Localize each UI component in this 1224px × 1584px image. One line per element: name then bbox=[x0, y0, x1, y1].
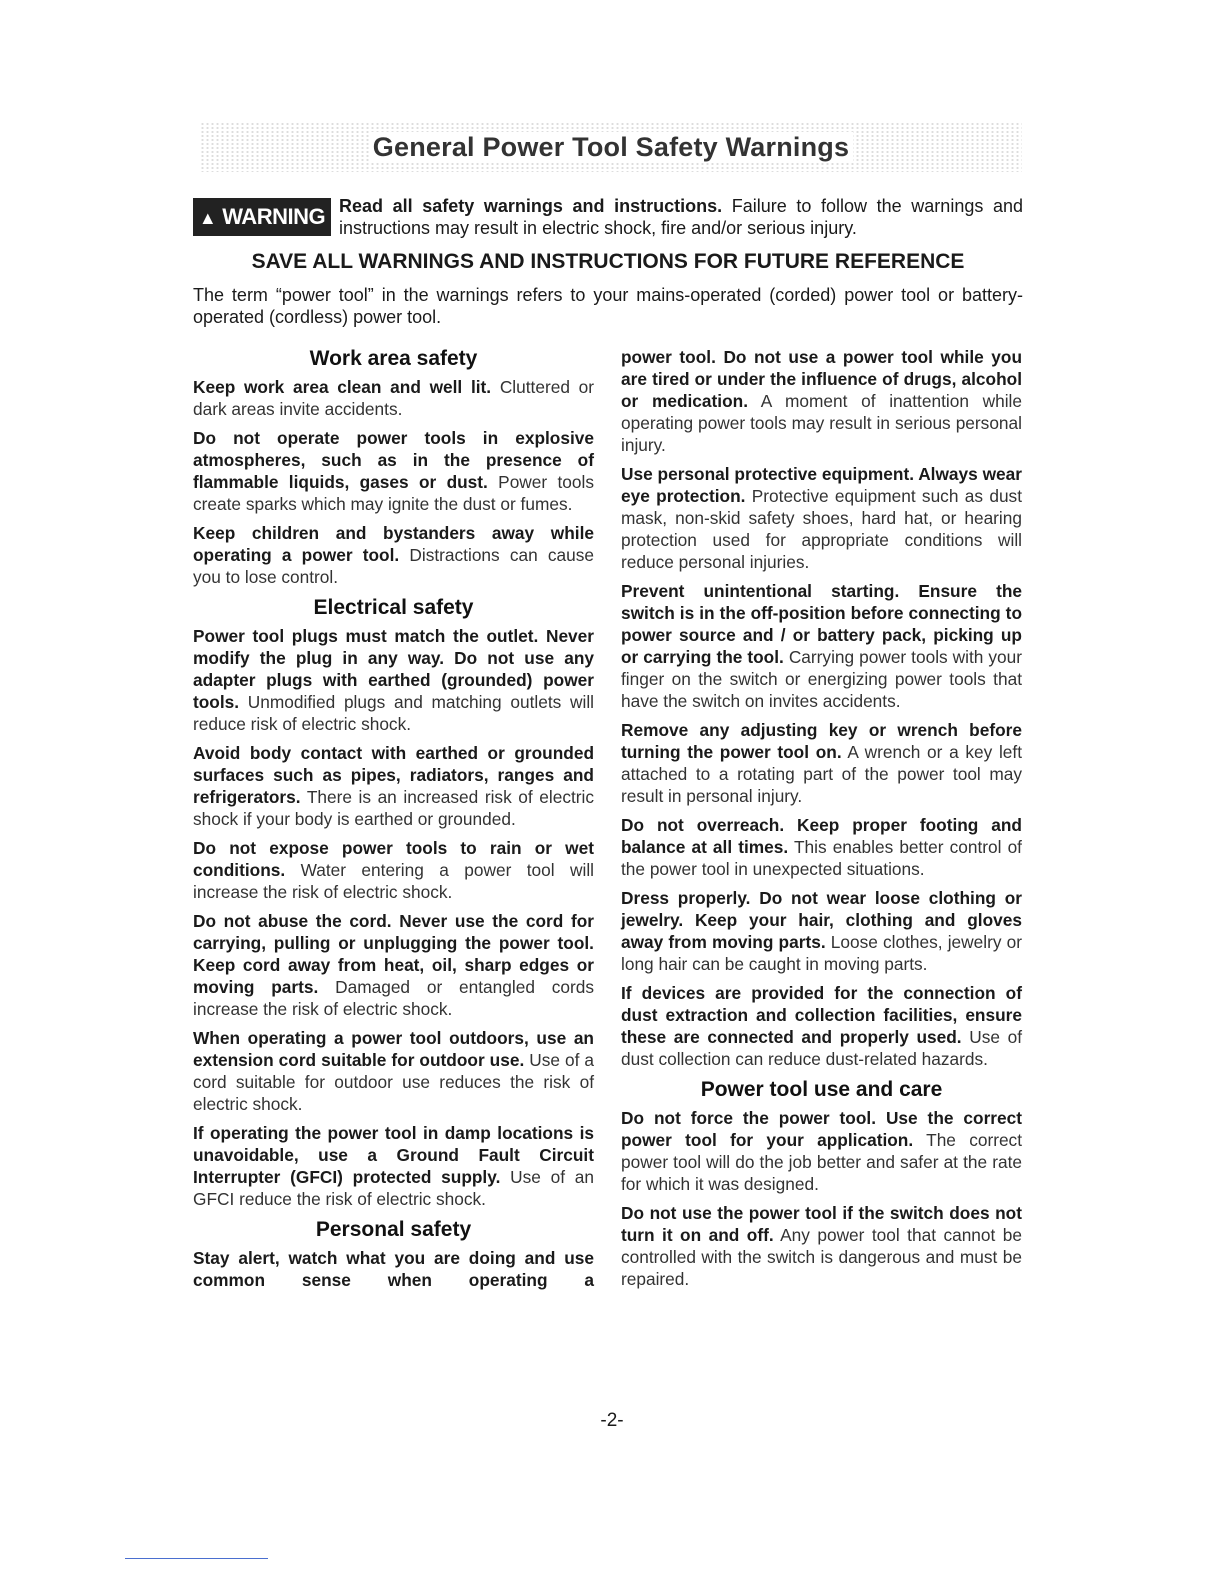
paragraph bbox=[193, 742, 594, 830]
paragraph bbox=[621, 346, 1022, 456]
body-text: Unmodified plugs and matching outlets will reduce risk of electric shock. bbox=[193, 692, 594, 734]
body-text: Any power tool that cannot be controlled with the switch is dangerous and must be repaired. bbox=[621, 1225, 1022, 1289]
paragraph bbox=[193, 837, 594, 903]
body-text: Failure to follow the warnings and instructions may result in electric shock, fire and/or serious injury. bbox=[339, 196, 1023, 238]
body-text: A wrench or a key left attached to a rotating part of the power tool may result in personal injury. bbox=[621, 742, 1022, 806]
body-text: General Power Tool Safety Warnings bbox=[369, 132, 853, 162]
intro-text: The term “power tool” in the warnings refers to your mains-operated (corded) power tool or battery-operated (cordless) power tool. bbox=[193, 285, 1023, 327]
bold-lead-text: power tool. Do not use a power tool while you are tired or under the influence of drugs, alcohol or medication. bbox=[621, 347, 1022, 411]
bold-lead-text: Remove any adjusting key or wrench before turning the power tool on. bbox=[621, 720, 1022, 762]
bold-lead-text: Power tool plugs must match the outlet. Never modify the plug in any way. Do not use any adapter plugs with earthed (grounded) power tools. bbox=[193, 626, 594, 712]
right-column bbox=[621, 346, 1022, 1297]
paragraph bbox=[193, 427, 594, 515]
bold-lead-text: Do not overreach. Keep proper footing and balance at all times. bbox=[621, 815, 1022, 857]
body-text: This enables better control of the power tool in unexpected situations. bbox=[621, 837, 1022, 879]
section-heading-personal: Personal safety bbox=[315, 1218, 472, 1241]
paragraph bbox=[193, 625, 594, 735]
body-text: Power tools create sparks which may ignite the dust or fumes. bbox=[193, 472, 594, 514]
bold-lead-text: Avoid body contact with earthed or grounded surfaces such as pipes, radiators, ranges and refrigerators. bbox=[193, 743, 594, 807]
body-text: Damaged or entangled cords increase the risk of electric shock. bbox=[193, 977, 594, 1019]
bold-lead-text: Keep work area clean and well lit. bbox=[193, 377, 492, 397]
bold-lead-text: Do not use the power tool if the switch does not turn it on and off. bbox=[621, 1203, 1022, 1245]
bold-lead-text: Dress properly. Do not wear loose clothing or jewelry. Keep your hair, clothing and gloves away from moving parts. bbox=[621, 888, 1022, 952]
paragraph bbox=[193, 1027, 594, 1115]
warning-block bbox=[193, 195, 1023, 239]
paragraph bbox=[621, 1202, 1022, 1290]
bold-lead-text: Do not force the power tool. Use the correct power tool for your application. bbox=[621, 1108, 1022, 1150]
title-banner bbox=[200, 122, 1022, 172]
body-text: Loose clothes, jewelry or long hair can be caught in moving parts. bbox=[621, 932, 1022, 974]
bold-lead-text: Stay alert, watch what you are doing and use common sense when operating a bbox=[193, 1248, 594, 1290]
body-text: WARNING bbox=[222, 204, 326, 229]
bold-lead-text: Do not expose power tools to rain or wet conditions. bbox=[193, 838, 594, 880]
paragraph bbox=[621, 463, 1022, 573]
paragraph bbox=[621, 719, 1022, 807]
paragraph bbox=[193, 376, 594, 420]
paragraph bbox=[621, 1107, 1022, 1195]
paragraph bbox=[621, 887, 1022, 975]
bold-lead-text: If operating the power tool in damp locations is unavoidable, use a Ground Fault Circuit Interrupter (GFCI) protected supply. bbox=[193, 1123, 594, 1187]
body-text: Use of an GFCI reduce the risk of electric shock. bbox=[193, 1167, 594, 1209]
body-text: Use of a cord suitable for outdoor use reduces the risk of electric shock. bbox=[193, 1050, 594, 1114]
paragraph bbox=[193, 1247, 594, 1291]
page-number: -2- bbox=[600, 1410, 624, 1431]
paragraph bbox=[621, 814, 1022, 880]
paragraph bbox=[193, 1122, 594, 1210]
section-heading-use-and-care: Power tool use and care bbox=[700, 1078, 943, 1101]
body-text: Distractions can cause you to lose control. bbox=[193, 545, 595, 587]
paragraph bbox=[193, 522, 594, 588]
warning-text bbox=[339, 195, 1023, 239]
save-heading: SAVE ALL WARNINGS AND INSTRUCTIONS FOR FUTURE REFERENCE bbox=[251, 250, 965, 273]
body-text: Carrying power tools with your finger on the switch or energizing power tools that have the switch on invites accidents. bbox=[621, 647, 1023, 711]
bold-lead-text: When operating a power tool outdoors, use an extension cord suitable for outdoor use. bbox=[193, 1028, 594, 1070]
body-text: Protective equipment such as dust mask, non-skid safety shoes, hard hat, or hearing protection used for appropriate conditions will reduce personal injuries. bbox=[621, 486, 1022, 572]
section-heading-work-area: Work area safety bbox=[309, 347, 478, 370]
page-title bbox=[200, 122, 1022, 172]
paragraph bbox=[621, 580, 1022, 712]
section-heading-electrical: Electrical safety bbox=[313, 596, 474, 619]
divider-line bbox=[125, 1558, 268, 1559]
body-text: Water entering a power tool will increase the risk of electric shock. bbox=[193, 860, 594, 902]
bold-lead-text: Keep children and bystanders away while operating a power tool. bbox=[193, 523, 594, 565]
body-text: The correct power tool will do the job better and safer at the rate for which it was designed. bbox=[621, 1130, 1023, 1194]
body-text: Cluttered or dark areas invite accidents. bbox=[193, 377, 595, 419]
bold-lead-text: If devices are provided for the connection of dust extraction and collection facilities, ensure these are connected and properly used. bbox=[621, 983, 1022, 1047]
left-column bbox=[193, 346, 594, 1298]
paragraph bbox=[193, 910, 594, 1020]
bold-lead-text: Prevent unintentional starting. Ensure the switch is in the off-position before connecting to power source and / or battery pack, picking up or carrying the tool. bbox=[621, 581, 1022, 667]
body-text: A moment of inattention while operating power tools may result in serious personal injury. bbox=[621, 391, 1023, 455]
bold-lead-text: Read all safety warnings and instructions. bbox=[339, 196, 723, 216]
bold-lead-text: Use personal protective equipment. Always wear eye protection. bbox=[621, 464, 1022, 506]
paragraph bbox=[621, 982, 1022, 1070]
bold-lead-text: Do not abuse the cord. Never use the cord for carrying, pulling or unplugging the power tool. Keep cord away from heat, oil, sharp edges or moving parts. bbox=[193, 911, 594, 997]
warning-badge bbox=[193, 198, 331, 236]
bold-lead-text: Do not operate power tools in explosive atmospheres, such as in the presence of flammable liquids, gases or dust. bbox=[193, 428, 594, 492]
body-text: There is an increased risk of electric shock if your body is earthed or grounded. bbox=[193, 787, 594, 829]
warning-triangle-icon: ▲ bbox=[198, 208, 217, 228]
body-text: Use of dust collection can reduce dust-related hazards. bbox=[621, 1027, 1022, 1069]
